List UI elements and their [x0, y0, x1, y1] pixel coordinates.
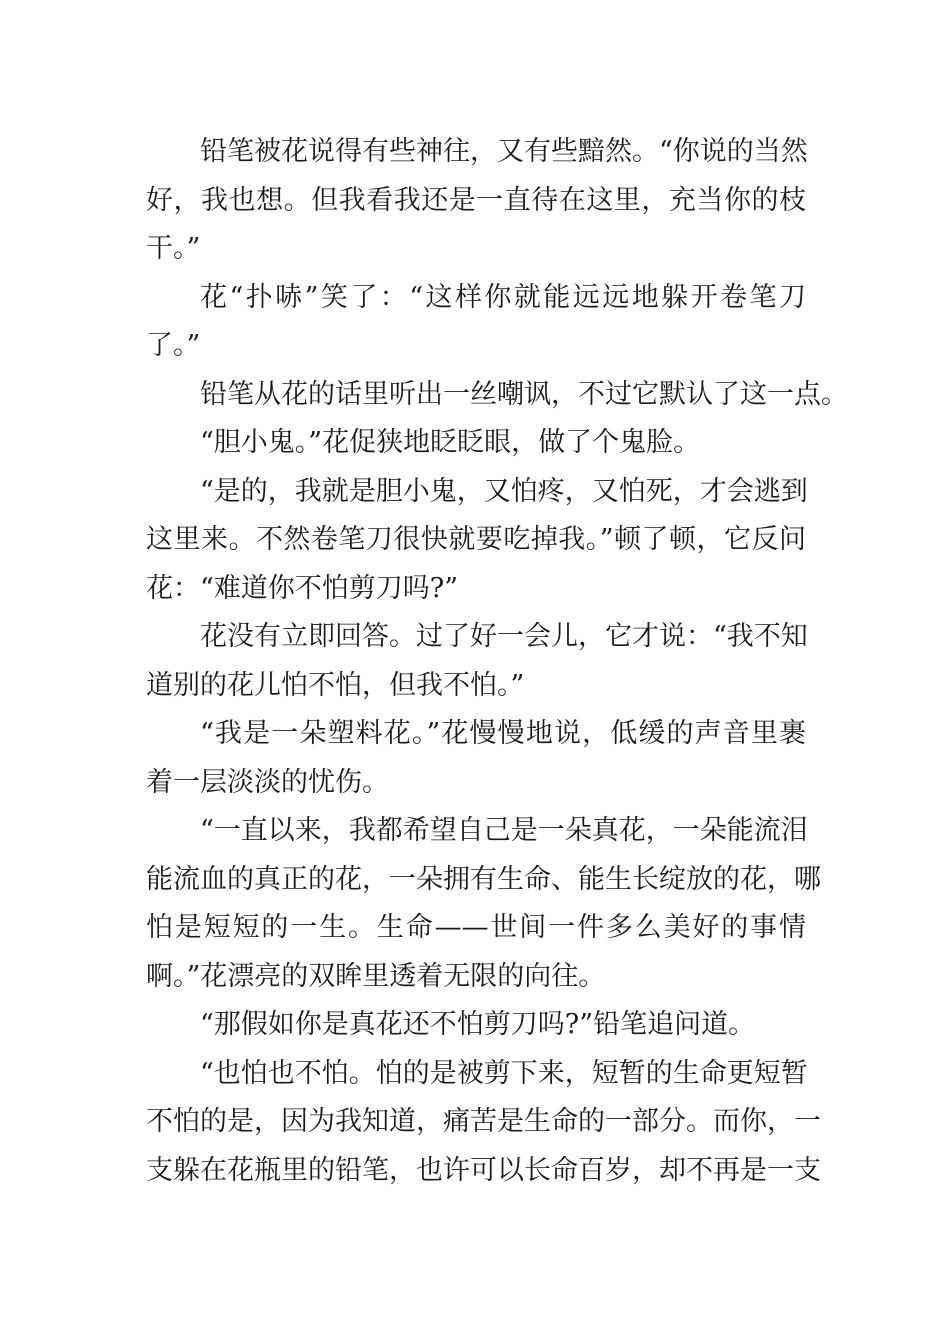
- text-line: “是的，我就是胆小鬼，又怕疼，又怕死，才会逃到: [200, 475, 808, 507]
- paragraph: [146, 710, 806, 807]
- text-line: 这里来。不然卷笔刀很快就要吃掉我。”顿了顿，它反问: [146, 524, 806, 555]
- paragraph: [146, 613, 806, 710]
- paragraph: [146, 1050, 821, 1196]
- text-line: 铅笔从花的话里听出一丝嘲讽，不过它默认了这一点。: [200, 378, 848, 410]
- text-line: “胆小鬼。”花促狭地眨眨眼，做了个鬼脸。: [200, 427, 701, 458]
- text-line: 能流血的真正的花，一朵拥有生命、能生长绽放的花，哪: [146, 863, 821, 895]
- paragraph: [146, 274, 806, 371]
- document-page: [146, 128, 848, 1195]
- paragraph: [146, 371, 848, 420]
- text-line: 怕是短短的一生。生命——世间一件多么美好的事情: [146, 912, 806, 943]
- text-line: 了。”: [146, 330, 201, 361]
- text-line: 道别的花儿怕不怕，但我不怕。”: [146, 669, 525, 701]
- text-line: 着一层淡淡的忧伤。: [146, 766, 389, 798]
- text-line: “那假如你是真花还不怕剪刀吗?”铅笔追问道。: [200, 1009, 756, 1040]
- paragraph: [146, 1001, 806, 1050]
- paragraph: [146, 807, 821, 1001]
- text-line: 干。”: [146, 233, 201, 264]
- text-line: “我是一朵塑料花。”花慢慢地说，低缓的声音里裹: [200, 718, 806, 749]
- paragraph: [146, 128, 806, 274]
- text-line: 支躲在花瓶里的铅笔，也许可以长命百岁，却不再是一支: [146, 1154, 821, 1186]
- text-line: “也怕也不怕。怕的是被剪下来，短暂的生命更短暂: [200, 1057, 808, 1089]
- text-line: 铅笔被花说得有些神往，又有些黯然。“你说的当然: [200, 136, 808, 167]
- text-line: 花没有立即回答。过了好一会儿，它才说：“我不知: [200, 621, 808, 652]
- text-line: “一直以来，我都希望自己是一朵真花，一朵能流泪: [200, 815, 808, 846]
- text-line: 不怕的是，因为我知道，痛苦是生命的一部分。而你，一: [146, 1106, 821, 1137]
- paragraph: [146, 468, 806, 614]
- paragraph: [146, 419, 806, 468]
- text-line: 啊。”花漂亮的双眸里透着无限的向往。: [146, 960, 606, 992]
- text-line: 花“扑哧”笑了：“这样你就能远远地躲开卷笔刀: [200, 281, 806, 313]
- text-line: 花：“难道你不怕剪刀吗?”: [146, 572, 459, 604]
- text-line: 好，我也想。但我看我还是一直待在这里，充当你的枝: [146, 184, 806, 216]
